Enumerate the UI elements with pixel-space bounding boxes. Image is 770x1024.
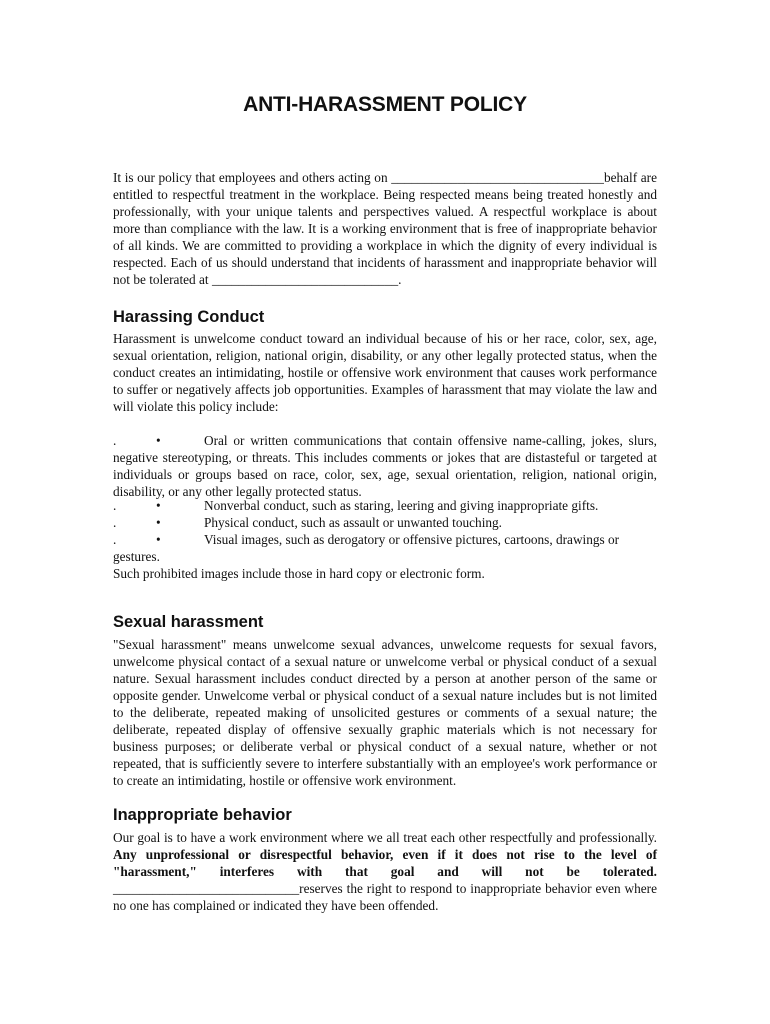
bullet-item-text: Physical conduct, such as assault or unwanted touching. [204,515,503,530]
inappropriate-behavior-paragraph [113,829,657,914]
inappropriate-text-2: reserves the right to respond to inappropriate behavior even where no one has complained or indicated they have been offended. [113,881,657,913]
intro-text-2: behalf are entitled to respectful treatment in the workplace. Being respected means being treated honestly and professionally, with your unique talents and perspectives valued. A respectful workplace is about more than compliance with the law. It is a working environment that is free of inappropriate behavior of all kinds. We are committed to providing a workplace in which the dignity of every individual is respected. Each of us should understand that incidents of harassment and inappropriate behavior will not be tolerated at [113,170,658,287]
inappropriate-bold-statement: Any unprofessional or disrespectful behavior, even if it does not rise to the level of "harassment," interferes with that goal and will not be tolerated. [113,847,657,879]
harassing-conduct-paragraph: Harassment is unwelcome conduct toward an individual because of his or her race, color, sex, age, sexual orientation, religion, national origin, disability, or any other legally protected status, when the conduct creates an intimidating, hostile or offensive work environment that causes work performance to suffer or negatively affects job opportunities. Examples of harassment that may violate the law and will violate this policy include: [113,331,657,414]
page-title: ANTI-HARASSMENT POLICY [243,93,527,116]
prohibited-images-note: Such prohibited images include those in hard copy or electronic form. [113,566,485,581]
bullet-item-text: Nonverbal conduct, such as staring, leering and giving inappropriate gifts. [204,498,599,513]
bullet-item-1 [113,432,657,500]
bullet-item-4-continued: gestures. [113,549,160,564]
harassing-conduct-heading: Harassing Conduct [113,308,265,326]
sexual-harassment-heading: Sexual harassment [113,613,264,631]
intro-text-3: . [398,272,402,287]
bullet-icon: • [156,433,161,448]
inappropriate-behavior-heading: Inappropriate behavior [113,806,292,824]
intro-paragraph [113,169,657,288]
bullet-item-text: Visual images, such as derogatory or offensive pictures, cartoons, drawings or [204,532,620,547]
inappropriate-blank-organization: ____________________________ [113,881,300,896]
bullet-icon: • [156,498,161,513]
inappropriate-text-1: Our goal is to have a work environment where we all treat each other respectfully and professionally. [113,830,657,845]
sexual-harassment-paragraph: "Sexual harassment" means unwelcome sexual advances, unwelcome requests for sexual favors, unwelcome physical contact of a sexual nature or unwelcome verbal or physical conduct of a sexual nature. Sexual harassment includes conduct directed by a person at another person of the same or opposite gender. Unwelcome verbal or physical conduct of a sexual nature includes but is not limited to the deliberate, repeated making of unsolicited gestures or comments of a sexual nature; the deliberate, repeated display of offensive sexually graphic materials which is not necessary for business purposes; or deliberate verbal or physical conduct of a sexual nature, whether or not repeated, that is sufficiently severe to interfere substantially with an employee's work performance or to create an intimidating, hostile or offensive work environment. [113,637,657,788]
intro-blank-organization: ________________________________ [391,170,604,185]
intro-blank-organization-2: ____________________________ [211,272,399,287]
bullet-icon: • [156,532,161,547]
intro-text-1: It is our policy that employees and others acting on [113,170,392,185]
bullet-item-text: Oral or written communications that contain offensive name-calling, jokes, slurs, negative stereotyping, or threats. This includes comments or jokes that are distasteful or targeted at individuals or groups based on race, color, sex, age, sexual orientation, religion, national origin, disability, or any other legally protected status. [113,433,657,499]
bullet-icon: • [156,515,161,530]
bullet-dot: . [113,515,117,530]
bullet-dot: . [113,532,117,547]
bullet-dot: . [113,433,117,448]
bullet-dot: . [113,498,117,513]
